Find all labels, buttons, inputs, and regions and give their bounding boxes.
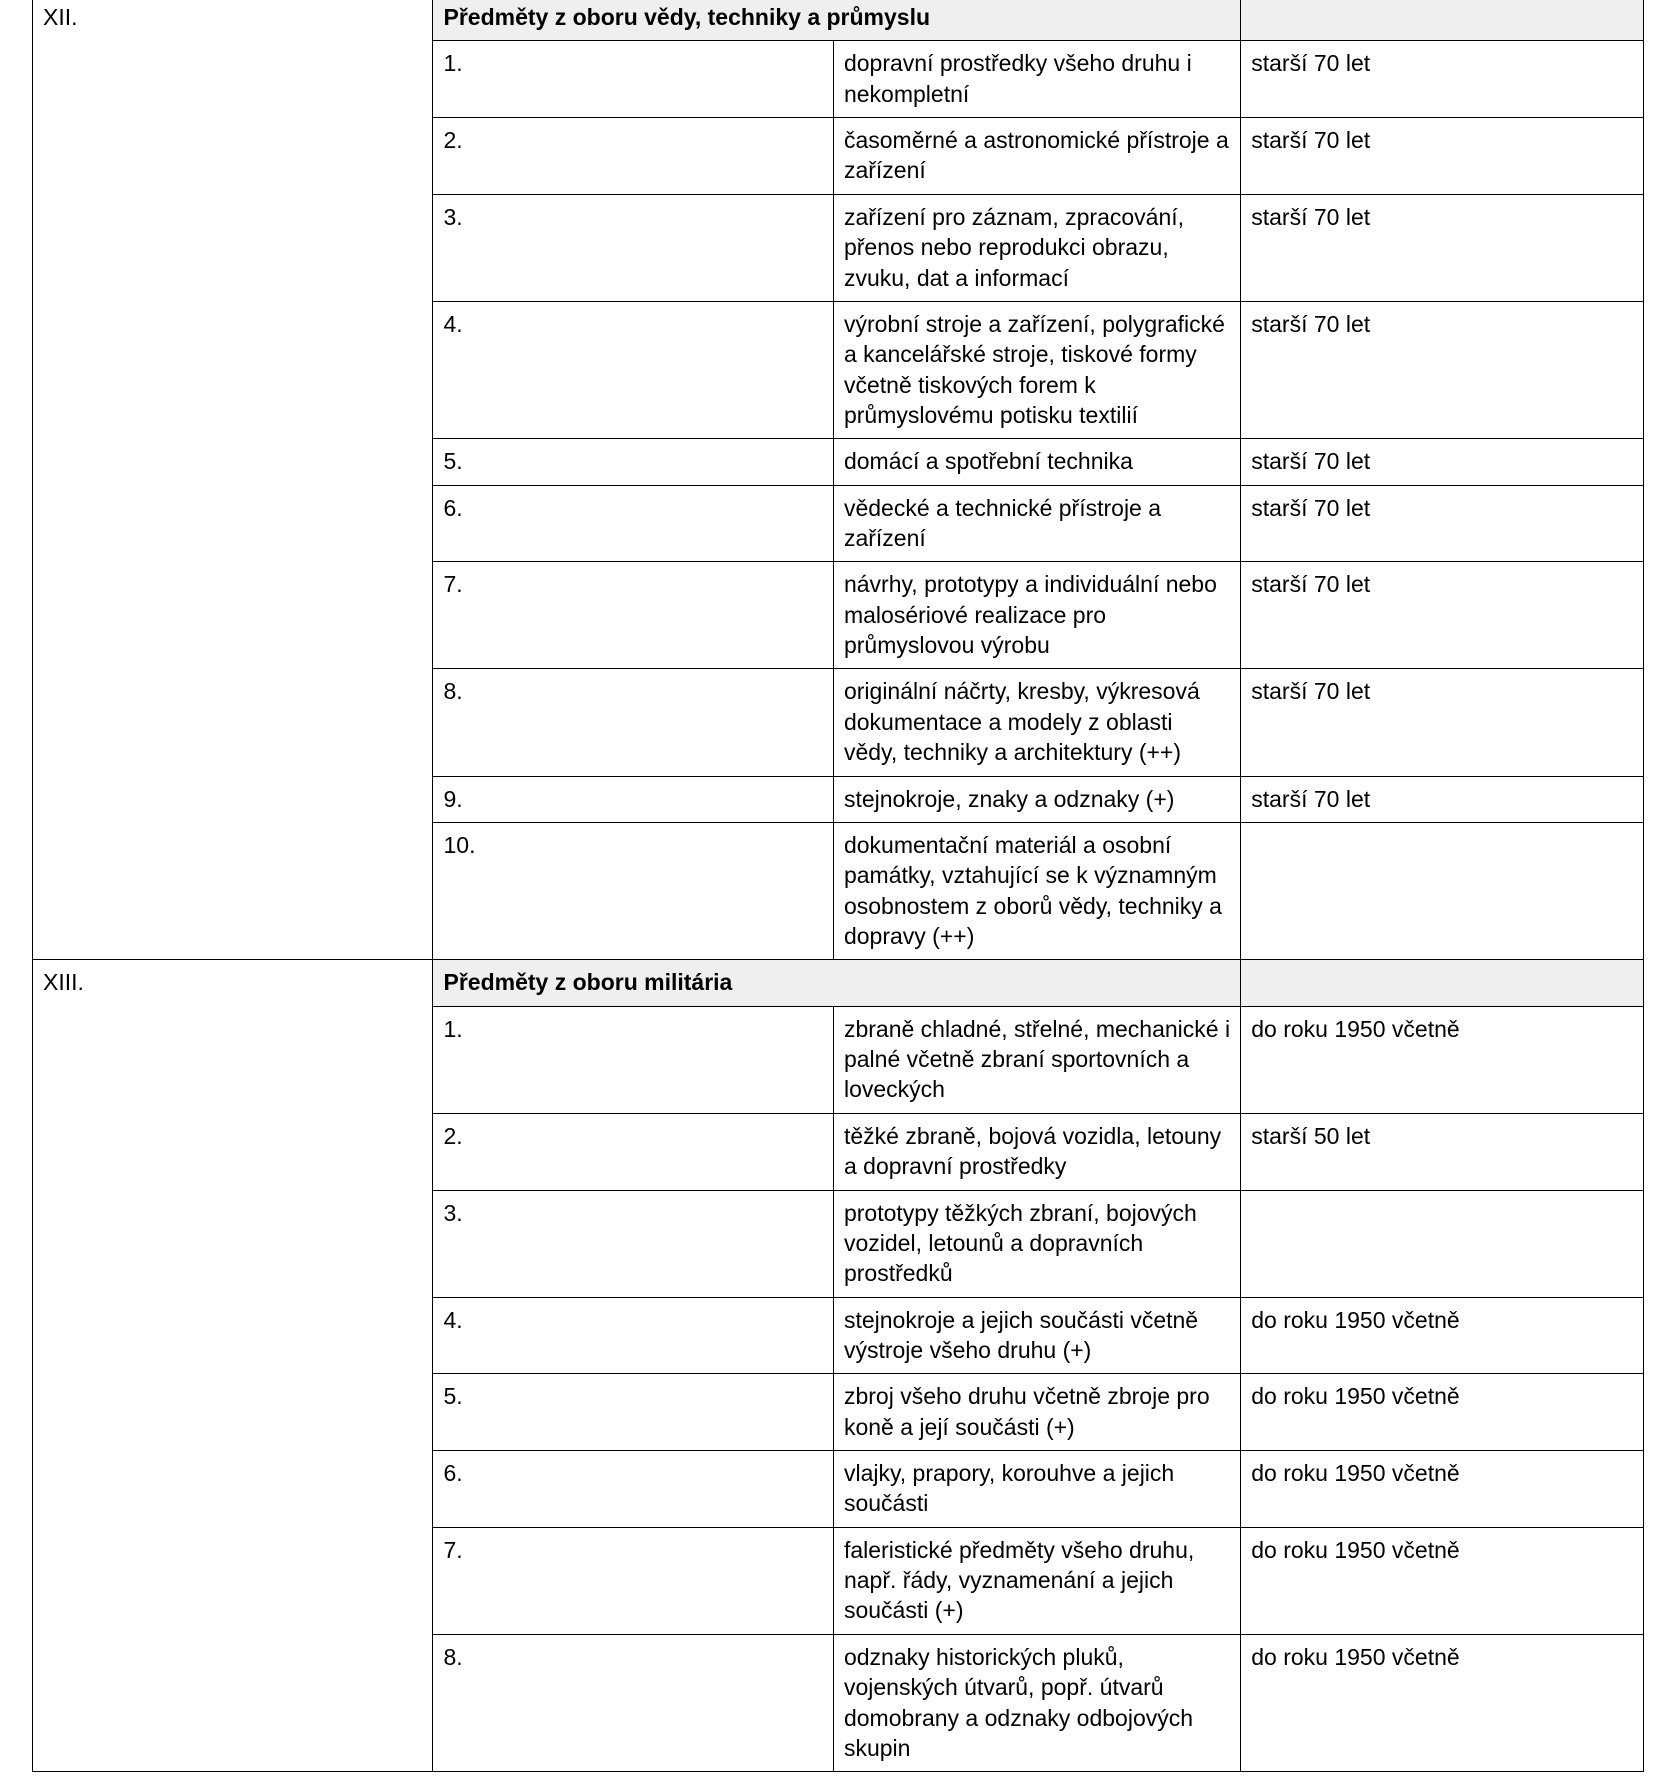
table-body [33,0,1644,1772]
item-age: do roku 1950 včetně [1241,1374,1644,1451]
item-description: časoměrné a astronomické přístroje a zařízení [833,118,1240,195]
item-number: 5. [433,1374,833,1451]
section-title: Předměty z oboru vědy, techniky a průmyslu [433,0,1241,41]
item-description: vlajky, prapory, korouhve a jejich součásti [833,1451,1240,1528]
item-age: do roku 1950 včetně [1241,1297,1644,1374]
item-number: 10. [433,822,833,959]
section-header-row [33,0,1644,41]
section-header-row [33,960,1644,1006]
section-roman-numeral: XIII. [33,960,433,1772]
item-description: těžké zbraně, bojová vozidla, letouny a dopravní prostředky [833,1113,1240,1190]
item-number: 1. [433,1006,833,1113]
item-age: do roku 1950 včetně [1241,1527,1644,1634]
item-age: starší 70 let [1241,485,1644,562]
item-age: starší 70 let [1241,669,1644,776]
item-number: 2. [433,1113,833,1190]
item-age: starší 70 let [1241,41,1644,118]
item-description: vědecké a technické přístroje a zařízení [833,485,1240,562]
item-number: 4. [433,301,833,438]
item-age: do roku 1950 včetně [1241,1006,1644,1113]
item-number: 5. [433,439,833,485]
appendix-table [32,0,1644,1772]
item-description: dopravní prostředky všeho druhu i nekompletní [833,41,1240,118]
section-title: Předměty z oboru militária [433,960,1241,1006]
item-description: zbraně chladné, střelné, mechanické i palné včetně zbraní sportovních a loveckých [833,1006,1240,1113]
item-age: starší 70 let [1241,194,1644,301]
item-description: domácí a spotřební technika [833,439,1240,485]
item-number: 8. [433,1634,833,1771]
item-number: 7. [433,1527,833,1634]
section-roman-numeral: XII. [33,0,433,960]
item-age: starší 70 let [1241,439,1644,485]
item-number: 7. [433,562,833,669]
item-description: stejnokroje, znaky a odznaky (+) [833,776,1240,822]
item-description: faleristické předměty všeho druhu, např. řády, vyznamenání a jejich součásti (+) [833,1527,1240,1634]
item-age: do roku 1950 včetně [1241,1451,1644,1528]
item-description: zařízení pro záznam, zpracování, přenos nebo reprodukci obrazu, zvuku, dat a informací [833,194,1240,301]
item-age: starší 70 let [1241,776,1644,822]
item-description: stejnokroje a jejich součásti včetně výstroje všeho druhu (+) [833,1297,1240,1374]
item-description: originální náčrty, kresby, výkresová dokumentace a modely z oblasti vědy, techniky a architektury (++) [833,669,1240,776]
item-description: prototypy těžkých zbraní, bojových vozidel, letounů a dopravních prostředků [833,1190,1240,1297]
item-number: 1. [433,41,833,118]
item-number: 3. [433,1190,833,1297]
section-title-blank [1241,960,1644,1006]
item-age: starší 70 let [1241,118,1644,195]
item-number: 2. [433,118,833,195]
item-number: 3. [433,194,833,301]
item-age: do roku 1950 včetně [1241,1634,1644,1771]
item-number: 9. [433,776,833,822]
item-age: starší 70 let [1241,301,1644,438]
item-age: starší 50 let [1241,1113,1644,1190]
item-age [1241,1190,1644,1297]
item-number: 4. [433,1297,833,1374]
item-description: odznaky historických pluků, vojenských útvarů, popř. útvarů domobrany a odznaky odbojových skupin [833,1634,1240,1771]
item-description: zbroj všeho druhu včetně zbroje pro koně a její součásti (+) [833,1374,1240,1451]
item-description: výrobní stroje a zařízení, polygrafické a kancelářské stroje, tiskové formy včetně tiskových forem k průmyslovému potisku textilií [833,301,1240,438]
item-age [1241,822,1644,959]
item-description: návrhy, prototypy a individuální nebo malosériové realizace pro průmyslovou výrobu [833,562,1240,669]
section-title-blank [1241,0,1644,41]
item-number: 8. [433,669,833,776]
item-number: 6. [433,1451,833,1528]
item-age: starší 70 let [1241,562,1644,669]
item-description: dokumentační materiál a osobní památky, vztahující se k významným osobnostem z oborů vědy, techniky a dopravy (++) [833,822,1240,959]
item-number: 6. [433,485,833,562]
